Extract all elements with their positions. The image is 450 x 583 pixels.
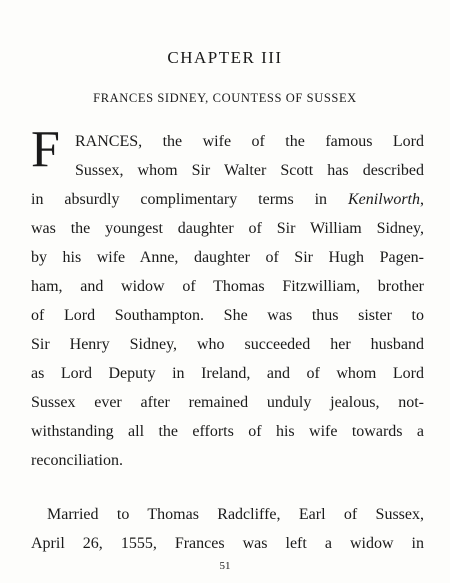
text-line: Married to Thomas Radcliffe, Earl of Sussex, (47, 506, 424, 523)
text-line (31, 185, 424, 214)
text-line: as Lord Deputy in Ireland, and of whom Lord (31, 365, 424, 382)
text-line: Sussex ever after remained unduly jealous, not- (31, 394, 424, 411)
text-line: April 26, 1555, Frances was left a widow in (31, 535, 424, 552)
text-line: Sir Henry Sidney, who succeeded her husband (31, 336, 424, 353)
italic-title: Kenilworth (347, 191, 420, 208)
text-line: Sussex, whom Sir Walter Scott has described (75, 162, 424, 179)
text-line: of Lord Southampton. She was thus sister to (31, 307, 424, 324)
chapter-heading: CHAPTER III (167, 48, 283, 67)
chapter-subtitle: FRANCES SIDNEY, COUNTESS OF SUSSEX (93, 91, 357, 105)
paragraph-2 (31, 500, 424, 558)
paragraph-1 (31, 127, 424, 475)
page-number: 51 (219, 560, 231, 572)
text-line: reconciliation. (31, 452, 123, 469)
drop-cap: F (31, 121, 60, 178)
text-segment: , (420, 191, 424, 208)
text-line: was the youngest daughter of Sir William Sidney, (31, 220, 424, 237)
text-line: RANCES, the wife of the famous Lord (75, 133, 424, 150)
text-segment: in absurdly complimentary terms in (31, 191, 348, 208)
text-line: by his wife Anne, daughter of Sir Hugh Pagen- (31, 249, 424, 266)
text-line: withstanding all the efforts of his wife towards a (31, 423, 424, 440)
text-line: ham, and widow of Thomas Fitzwilliam, brother (31, 278, 424, 295)
